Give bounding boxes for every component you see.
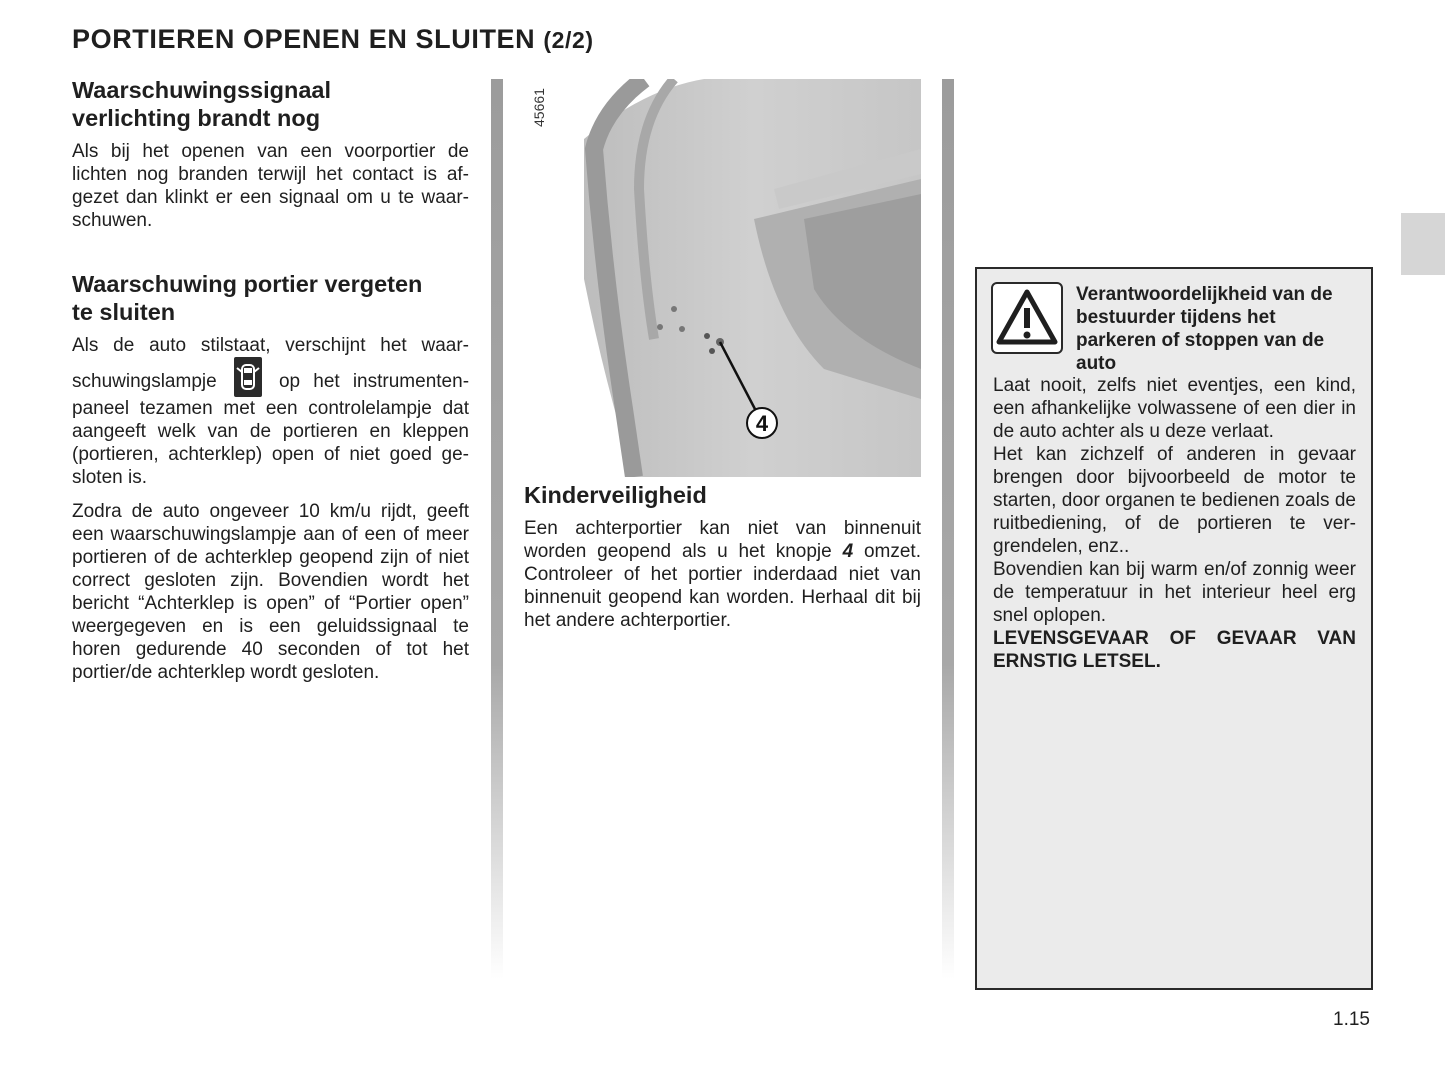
page-number: 1.15 bbox=[1333, 1009, 1370, 1030]
warning-danger-text: LEVENSGEVAAR OF GEVAAR VAN ERNSTIG LETSEL. bbox=[993, 628, 1356, 672]
door-warning-speed-text: Zodra de auto ongeveer 10 km/u rijdt, geeft een waarschuwingslampje aan of een of meer portieren of de achterklep geopend zijn of niet correct gesloten zijn. Bovendien wordt het bericht “Achterklep is open” of “Portier open” weergegeven en is een geluidssignaal te horen gedurende 40 seconden of tot het portier/de achterklep wordt gesloten. bbox=[72, 501, 469, 683]
chapter-thumb-tab bbox=[1401, 213, 1445, 275]
warning-paragraph: Laat nooit, zelfs niet eventjes, een kind, een afhankelijke volwassene of een dier in de auto achter als u deze verlaat. bbox=[993, 375, 1356, 442]
child-safety-text: Een achterportier kan niet van binnenuit worden geopend als u het knopje 4 omzet. Controleer of het portier inderdaad niet van binnenuit geopend kan worden. Herhaal dit bij het andere achterportier. bbox=[524, 518, 921, 631]
warning-title: Verantwoordelijkheid van de bestuurder tijdens het parkeren of stoppen van de auto bbox=[1076, 284, 1333, 374]
door-open-warning-icon bbox=[234, 357, 262, 397]
page-title: PORTIEREN OPENEN EN SLUITEN (2/2) bbox=[72, 24, 594, 54]
light-warning-text: Als bij het openen van een voorportier de lichten nog branden terwijl het contact is afgezet dan klinkt er een signaal om u te waarschuwen. bbox=[72, 141, 469, 231]
figure-callout-4: 4 bbox=[755, 411, 769, 436]
figure-reference-number: 45661 bbox=[531, 88, 547, 127]
warning-paragraph: Bovendien kan bij warm en/of zonnig weer de temperatuur in het interieur heel erg snel oplopen. bbox=[993, 559, 1356, 626]
section-heading-light-warning: Waarschuwingssignaal verlichting brandt nog bbox=[72, 77, 332, 131]
page-title-part: (2/2) bbox=[543, 27, 594, 53]
warning-triangle-icon bbox=[991, 282, 1063, 354]
section-heading-door-warning: Waarschuwing portier vergeten te sluiten bbox=[72, 271, 423, 325]
middle-column bbox=[524, 481, 921, 632]
column-separator-left bbox=[491, 79, 503, 979]
left-column bbox=[72, 76, 469, 684]
column-separator-right bbox=[942, 79, 954, 979]
warning-body bbox=[993, 374, 1356, 673]
warning-box bbox=[975, 267, 1373, 990]
rear-door-illustration bbox=[524, 79, 921, 477]
button-reference: 4 bbox=[842, 541, 854, 562]
section-heading-child-safety: Kinderveiligheid bbox=[524, 482, 707, 508]
door-warning-text: Als de auto stilstaat, verschijnt het waarschuwingslampje op het instrumentenpaneel tezamen met een controlelampje dat aangeeft welk van de portieren en kleppen (portieren, achterklep) open of niet goed gesloten is. bbox=[72, 335, 470, 488]
warning-paragraph: Het kan zichzelf of anderen in gevaar brengen door bijvoorbeeld de motor te starten, door organen te bedienen zoals de ruitbediening, of de portieren te vergrendelen, enz.. bbox=[993, 444, 1356, 557]
